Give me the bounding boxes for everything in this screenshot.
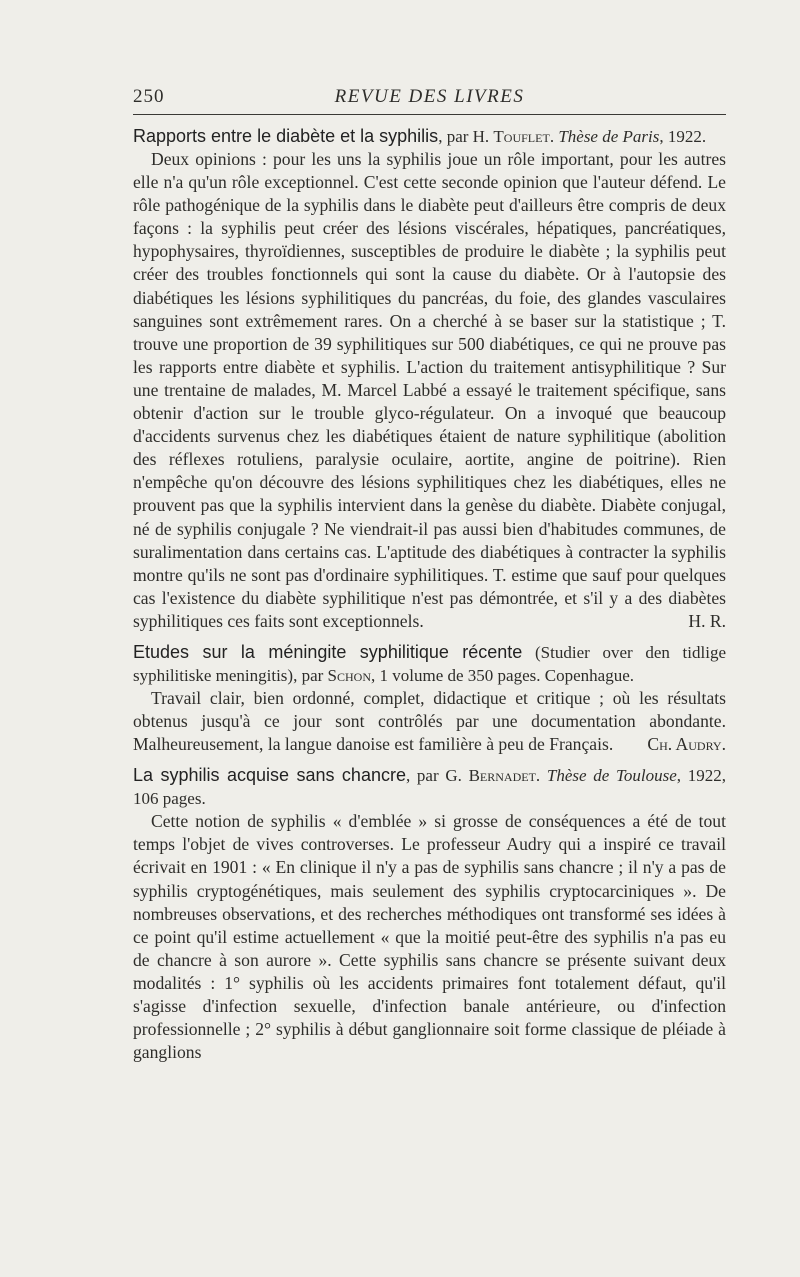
review-1 xyxy=(133,125,726,633)
review-1-source: Thèse de Paris xyxy=(558,127,660,146)
review-3-author: Bernadet xyxy=(468,766,536,786)
review-2 xyxy=(133,641,726,756)
page-number: 250 xyxy=(133,86,165,107)
review-1-body xyxy=(133,148,726,633)
review-3-heading xyxy=(133,764,726,810)
review-3-after-author: . xyxy=(535,766,547,786)
review-3-body xyxy=(133,810,726,1064)
review-1-body-text: Deux opinions : pour les uns la syphilis joue un rôle important, pour les autres elle n'a qu'un rôle exceptionnel. C'est cette seconde opinion que l'auteur défend. Le rôle pathogénique de la syphilis dans le diabète peut d'ailleurs être compris de deux façons : la syphilis peut créer des lésions viscérales, hépatiques, pancréatiques, hypophysaires, thyroïdiennes, susceptibles de produire le diabète ; la syphilis peut créer des troubles fonctionnels qui sont la cause du diabète. Or à l'autopsie des diabétiques les lésions syphilitiques du pancréas, du foie, des glandes vasculaires sanguines sont extrêmement rares. On a cherché à se baser sur la statistique ; T. trouve une proportion de 39 syphilitiques sur 500 diabétiques, ce qui ne prouve pas les rapports entre diabète et syphilis. L'action du traitement antisyphilitique ? Sur une trentaine de malades, M. Marcel Labbé a essayé le traitement spécifique, sans obtenir d'action sur le trouble glyco-régulateur. On a invoqué que beaucoup d'accidents survenus chez les diabétiques étaient de nature syphilitique (abolition des réflexes rotuliens, paralysie oculaire, aortite, angine de poitrine). Rien n'empêche qu'on découvre des lésions syphilitiques chez les diabétiques, elles ne prouvent pas que la syphilis intervient dans la genèse du diabète. Diabète conjugal, né de syphilis conjugale ? Ne viendrait-il pas aussi bien d'habitudes communes, de suralimentation dans certains cas. L'aptitude des diabétiques à contracter la syphilis montre qu'ils ne sont pas d'ordinaire syphilitiques. T. estime que sauf pour quelques cas l'existence du diabète syphilitique n'est pas démontrée, et s'il y a des diabètes syphilitiques ces faits sont exceptionnels. xyxy=(133,149,726,631)
review-2-after-author: , xyxy=(371,665,380,685)
review-3-title: La syphilis acquise sans chancre xyxy=(133,765,406,786)
review-3-by: , par G. xyxy=(405,766,469,786)
review-2-by: (Studier over den tidlige syphilitiske meningitis), par xyxy=(133,642,726,685)
review-1-by: , par H. xyxy=(438,127,494,146)
review-2-body xyxy=(133,687,726,756)
review-1-title: Rapports entre le diabète et la syphilis xyxy=(133,126,439,146)
review-3 xyxy=(133,764,726,1064)
review-2-details: 1 volume de 350 pages. Copenhague. xyxy=(379,665,634,685)
review-3-source: Thèse de Toulouse xyxy=(546,766,677,786)
review-1-details: , 1922. xyxy=(659,127,707,146)
running-head xyxy=(133,80,726,114)
review-3-body-text: Cette notion de syphilis « d'emblée » si grosse de conséquences a été de tout temps l'objet de vives controverses. Le professeur Audry qui a inspiré ce travail écrivait en 1901 : « En clinique il n'y a pas de syphilis sans chancre ; il n'y a pas de syphilis cryptogénétiques, mais seulement des syphilis cryptocarciniques ». De nombreuses observations, et des recherches méthodiques ont transformé ses idées à ce point qu'il estime actuellement « que la moitié peut-être des syphilis n'a pas eu de chancre à son aurore ». Cette syphilis sans chancre se présente suivant deux modalités : 1° syphilis où les accidents primaires font totalement défaut, qu'il s'agisse d'infection sexuelle, d'infection banale antérieure, ou d'infection professionnelle ; 2° syphilis à début ganglionnaire soit forme classique de pléiade à ganglions xyxy=(133,811,726,1063)
review-2-author: Schon xyxy=(327,665,372,685)
review-1-author: Touflet xyxy=(493,127,550,146)
review-3-details: , 1922, 106 pages. xyxy=(133,766,727,809)
review-1-after-author: . xyxy=(549,127,559,146)
review-1-signature: H. R. xyxy=(688,610,726,631)
review-1-heading xyxy=(133,125,726,148)
page xyxy=(133,80,726,1072)
review-2-body-text: Travail clair, bien ordonné, complet, didactique et critique ; où les résultats obtenus jusqu'à ce jour sont contrôlés par une documentation abondante. Malheureusement, la langue danoise est familière à peu de Français. xyxy=(133,687,726,755)
header-rule xyxy=(133,114,726,115)
review-2-heading xyxy=(133,641,726,687)
review-2-signature: Ch. Audry. xyxy=(647,734,726,755)
running-title: REVUE DES LIVRES xyxy=(334,86,525,107)
review-2-title: Etudes sur la méningite syphilitique récente xyxy=(133,641,523,662)
